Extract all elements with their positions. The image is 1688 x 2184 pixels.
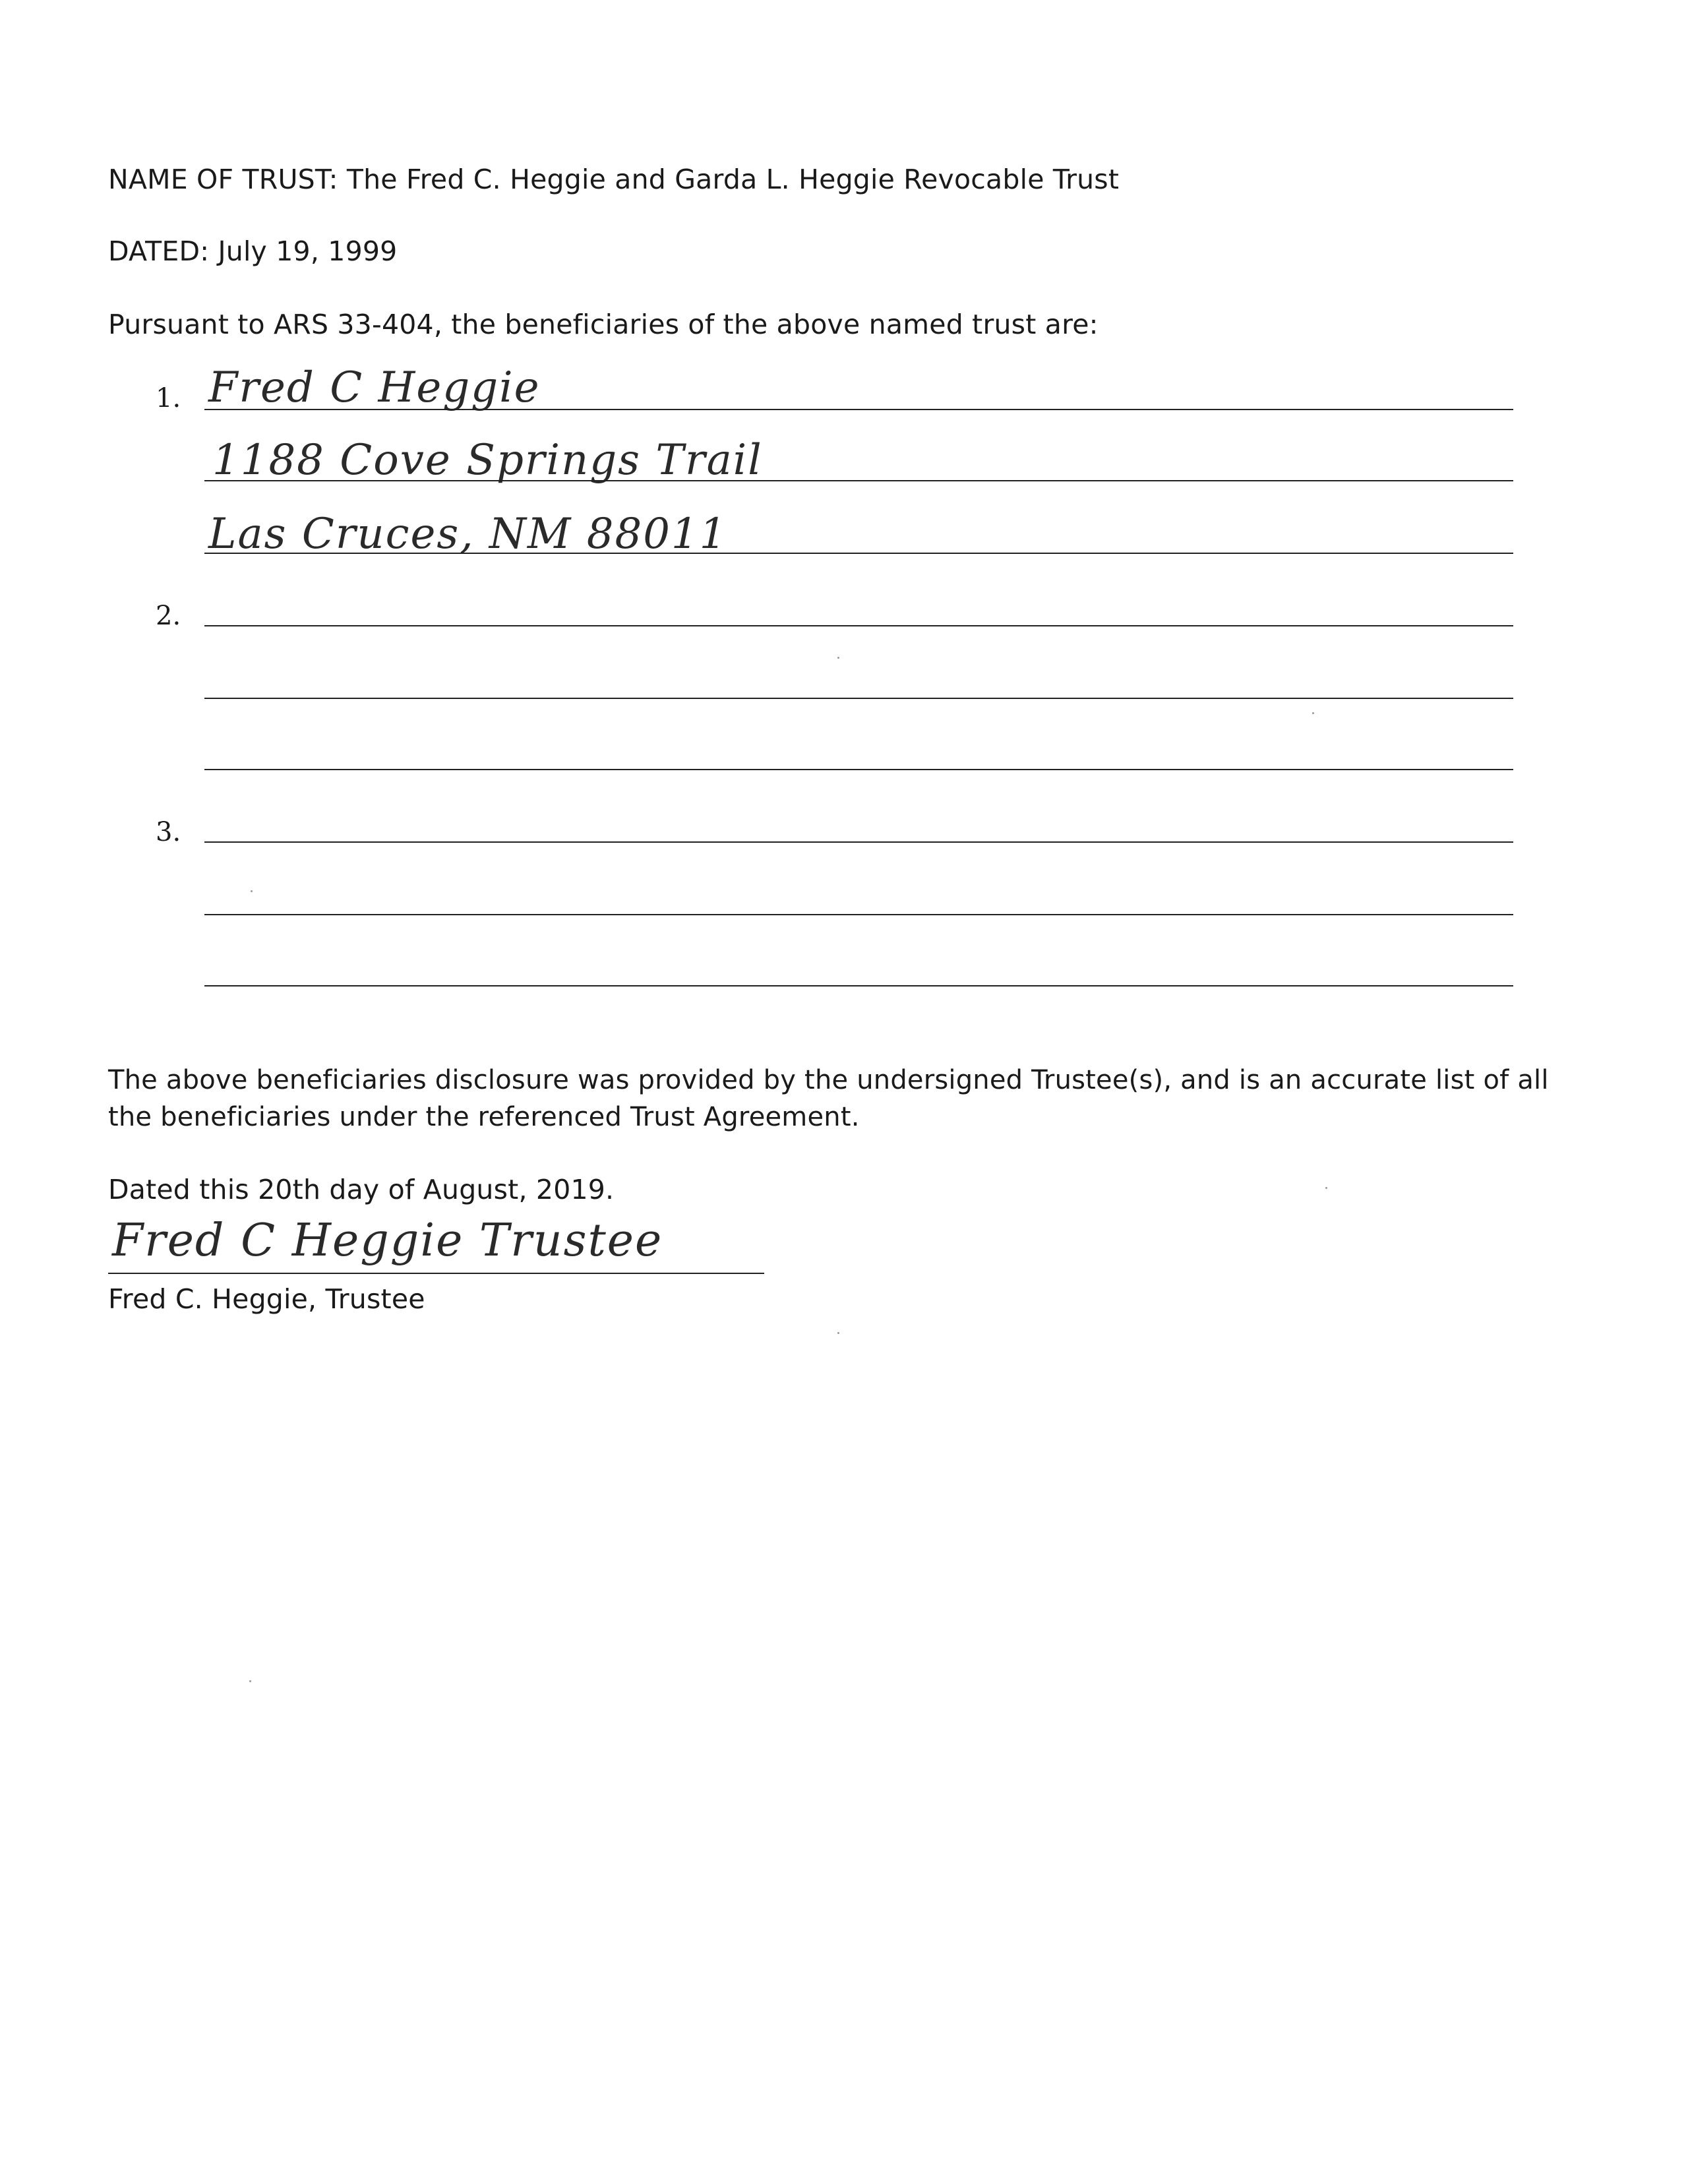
disclosure-line-2: the beneficiaries under the referenced Trust Agreement. bbox=[108, 1102, 860, 1132]
beneficiary-1-line-3 bbox=[204, 553, 1513, 554]
scan-speck bbox=[837, 1332, 839, 1334]
beneficiary-2-line-2 bbox=[204, 698, 1513, 699]
beneficiary-1-line-1 bbox=[204, 409, 1513, 410]
scan-speck bbox=[1312, 712, 1314, 714]
scan-speck bbox=[251, 890, 253, 892]
scan-speck bbox=[837, 657, 839, 659]
beneficiary-2-number: 2. bbox=[156, 601, 181, 631]
scan-speck bbox=[249, 1680, 251, 1682]
beneficiary-3-line-1 bbox=[204, 841, 1513, 843]
trust-dated-line: DATED: July 19, 1999 bbox=[108, 235, 398, 267]
scan-speck bbox=[1325, 1187, 1327, 1189]
disclosure-line-1: The above beneficiaries disclosure was provided by the undersigned Trustee(s), and is an accurate list of all bbox=[108, 1065, 1549, 1095]
beneficiary-1-street-handwritten: 1188 Cove Springs Trail bbox=[212, 436, 763, 485]
beneficiary-2-line-1 bbox=[204, 625, 1513, 626]
signature-dated-line: Dated this 20th day of August, 2019. bbox=[108, 1174, 615, 1205]
pursuant-line: Pursuant to ARS 33-404, the beneficiaries of the above named trust are: bbox=[108, 309, 1099, 340]
beneficiary-1-number: 1. bbox=[156, 383, 181, 413]
beneficiary-1-line-2 bbox=[204, 480, 1513, 481]
beneficiary-1-city-handwritten: Las Cruces, NM 88011 bbox=[208, 510, 728, 559]
beneficiary-2-line-3 bbox=[204, 769, 1513, 770]
beneficiary-3-number: 3. bbox=[156, 817, 181, 847]
beneficiary-1-name-handwritten: Fred C Heggie bbox=[208, 363, 541, 412]
beneficiary-3-line-2 bbox=[204, 914, 1513, 915]
trustee-printed-name: Fred C. Heggie, Trustee bbox=[108, 1283, 425, 1315]
trustee-signature-handwritten: Fred C Heggie Trustee bbox=[112, 1215, 663, 1267]
signature-line bbox=[108, 1273, 764, 1274]
trust-name-line: NAME OF TRUST: The Fred C. Heggie and Garda L. Heggie Revocable Trust bbox=[108, 164, 1120, 195]
beneficiary-3-line-3 bbox=[204, 985, 1513, 986]
